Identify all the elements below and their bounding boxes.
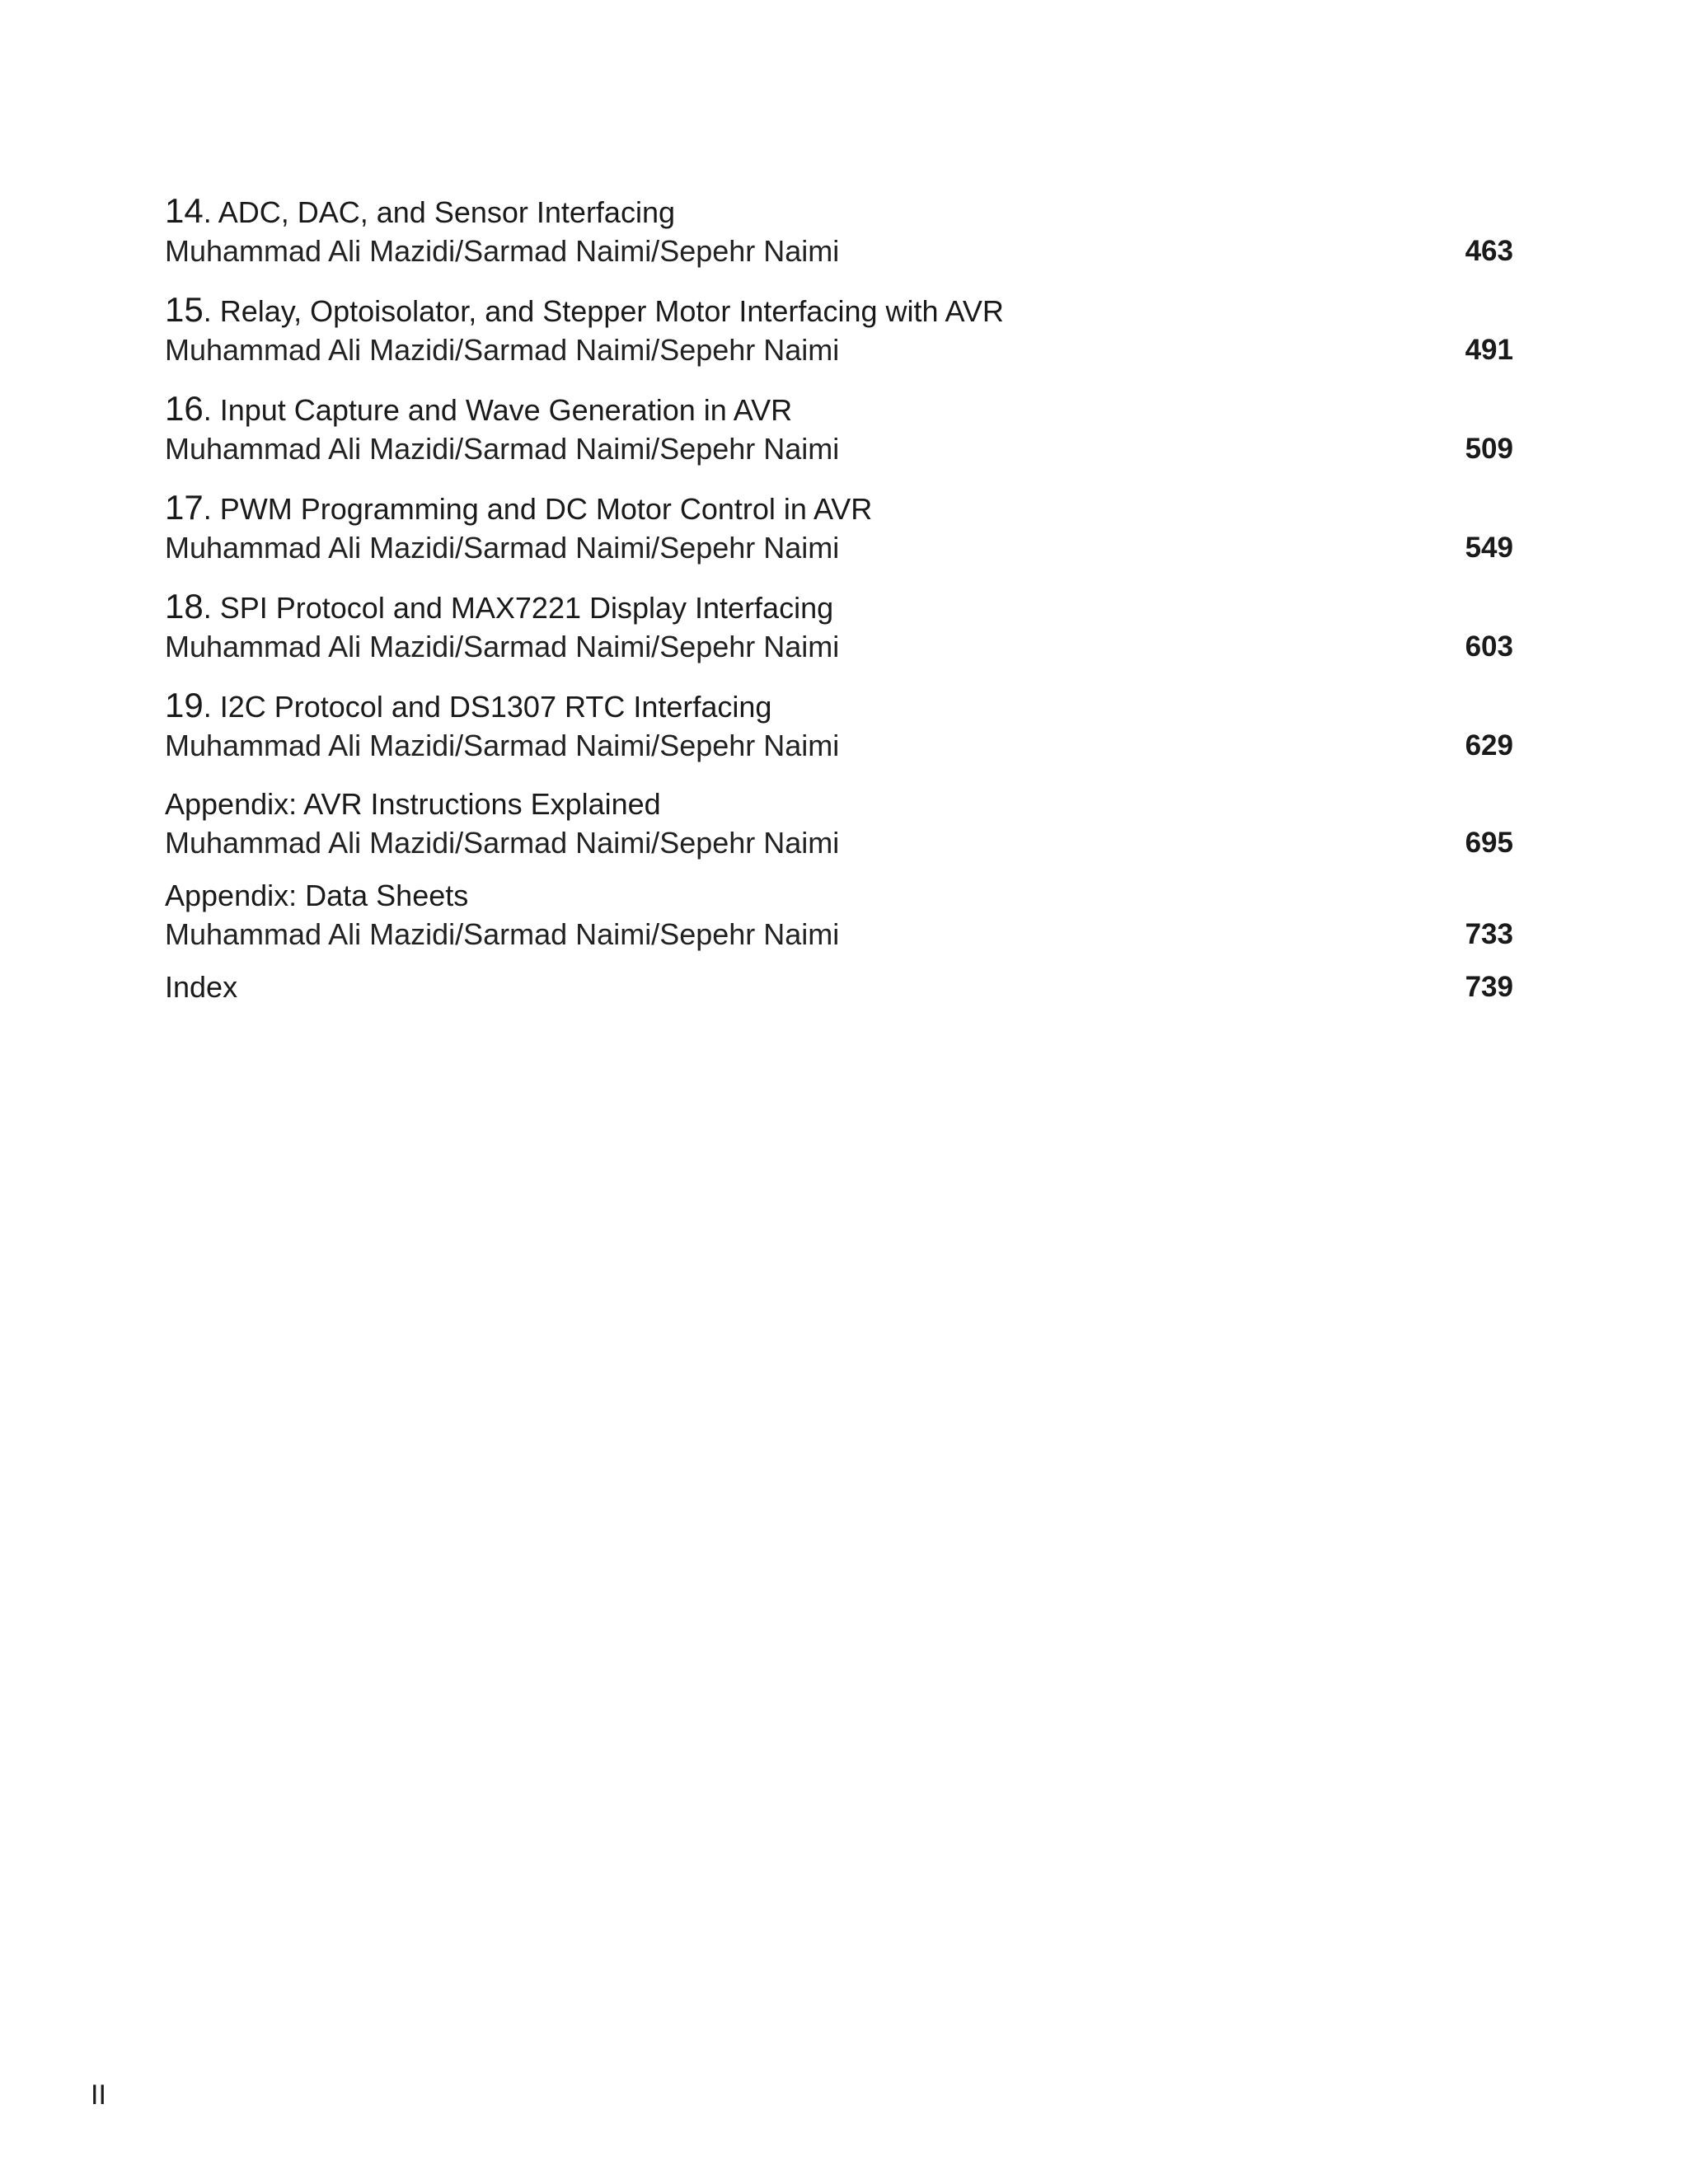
page-number: 695 [1465, 827, 1513, 859]
toc-entry-appendix-data-sheets[interactable] [165, 876, 1517, 954]
chapter-author: Muhammad Ali Mazidi/Sarmad Naimi/Sepehr Naimi [165, 531, 840, 565]
index-title: Index [165, 970, 238, 1004]
chapter-author: Muhammad Ali Mazidi/Sarmad Naimi/Sepehr Naimi [165, 234, 840, 268]
table-of-contents [165, 191, 1517, 1006]
chapter-title-text: . Input Capture and Wave Generation in AVR [203, 393, 793, 427]
toc-entry-chapter-16[interactable] [165, 389, 1517, 468]
page-number: 603 [1465, 630, 1513, 663]
chapter-author: Muhammad Ali Mazidi/Sarmad Naimi/Sepehr Naimi [165, 333, 840, 367]
chapter-title [165, 290, 1517, 330]
toc-entry-chapter-14[interactable] [165, 191, 1517, 270]
folio-page-number: II [91, 2079, 106, 2111]
chapter-number: 14 [165, 191, 204, 230]
appendix-author: Muhammad Ali Mazidi/Sarmad Naimi/Sepehr Naimi [165, 826, 840, 860]
appendix-author: Muhammad Ali Mazidi/Sarmad Naimi/Sepehr Naimi [165, 917, 840, 951]
page-number: 463 [1465, 235, 1513, 267]
chapter-number: 16 [165, 389, 204, 428]
appendix-title: Appendix: AVR Instructions Explained [165, 787, 661, 821]
chapter-title [165, 686, 1517, 726]
chapter-author: Muhammad Ali Mazidi/Sarmad Naimi/Sepehr Naimi [165, 432, 840, 466]
toc-entry-chapter-18[interactable] [165, 587, 1517, 666]
chapter-title-text: . I2C Protocol and DS1307 RTC Interfacing [203, 690, 772, 724]
chapter-number: 15 [165, 290, 204, 329]
page-number: 739 [1465, 971, 1513, 1003]
chapter-title [165, 587, 1517, 627]
toc-entry-chapter-19[interactable] [165, 686, 1517, 765]
chapter-title [165, 389, 1517, 429]
page-number: 491 [1465, 334, 1513, 366]
chapter-number: 19 [165, 686, 204, 724]
toc-entry-appendix-instructions[interactable] [165, 785, 1517, 862]
page-number: 629 [1465, 729, 1513, 762]
chapter-title [165, 488, 1517, 528]
chapter-title-text: . ADC, DAC, and Sensor Interfacing [203, 195, 675, 229]
page-number: 549 [1465, 532, 1513, 564]
toc-entry-index[interactable] [165, 968, 1517, 1006]
chapter-author: Muhammad Ali Mazidi/Sarmad Naimi/Sepehr Naimi [165, 630, 840, 663]
toc-entry-chapter-15[interactable] [165, 290, 1517, 369]
page-number: 733 [1465, 918, 1513, 950]
chapter-title [165, 191, 1517, 232]
chapter-number: 17 [165, 488, 204, 527]
chapter-author: Muhammad Ali Mazidi/Sarmad Naimi/Sepehr Naimi [165, 729, 840, 762]
chapter-title-text: . PWM Programming and DC Motor Control in AVR [203, 492, 873, 526]
chapter-title-text: . SPI Protocol and MAX7221 Display Interfacing [203, 591, 834, 625]
chapter-title-text: . Relay, Optoisolator, and Stepper Motor Interfacing with AVR [203, 294, 1004, 328]
toc-entry-chapter-17[interactable] [165, 488, 1517, 567]
page-number: 509 [1465, 433, 1513, 465]
appendix-title: Appendix: Data Sheets [165, 879, 469, 912]
chapter-number: 18 [165, 587, 204, 626]
